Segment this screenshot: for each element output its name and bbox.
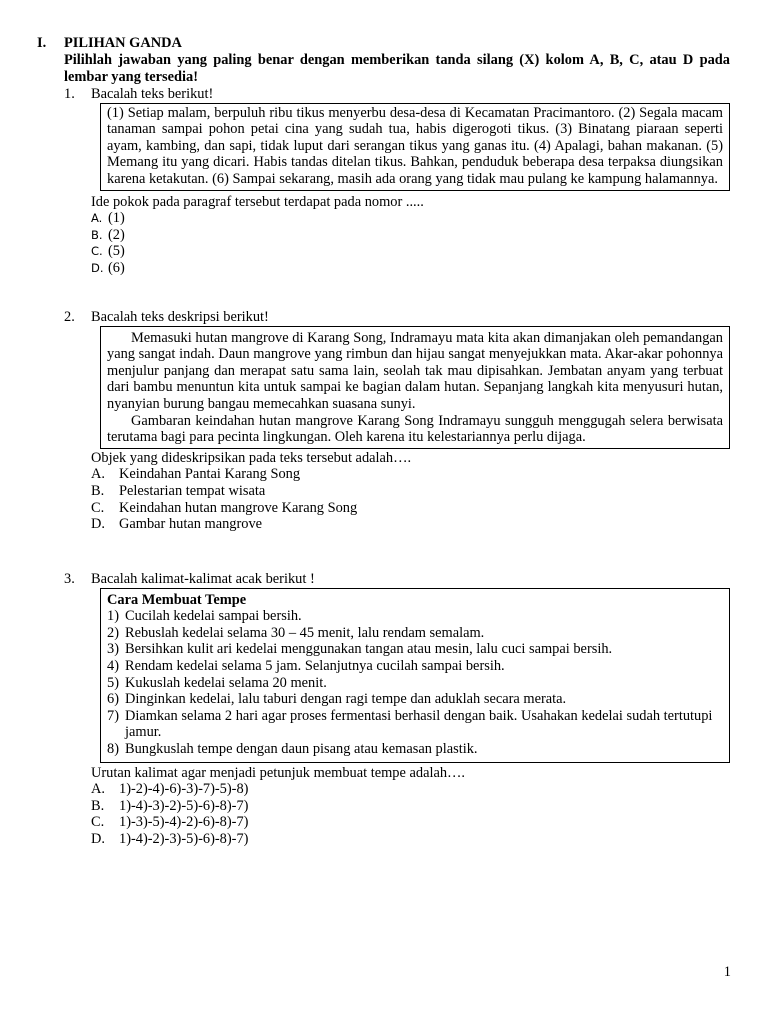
section-number: I. [37, 35, 47, 51]
passage-text: (1) Setiap malam, berpuluh ribu tikus menyerbu desa-desa di Kecamatan Pracimantoro. (2) Segala macam tanaman sampai pohon petai cina yang sudah tua, habis digerogoti tikus. (3) Binatang piaraan seperti ayam, kambing, dan sapi, tidak luput dari serangan tikus yang ganas itu. (4) Apalagi, bahan makanan. (5) Memang itu yang dicari. Habis tandas ditelan tikus. Bahkan, penduduk beberapa desa terpaksa diungsikan karena ketakutan. (6) Sampai sekarang, masih ada orang yang tidak mau pulang ke kampung halamannya. [107, 104, 723, 187]
step-item [107, 625, 723, 642]
step-number: 5) [107, 674, 119, 691]
question-3 [64, 571, 730, 848]
option-text: (6) [108, 259, 125, 276]
option-letter: B. [91, 797, 105, 814]
step-number: 4) [107, 657, 119, 674]
option-b[interactable] [91, 227, 730, 244]
option-text: Pelestarian tempat wisata [119, 482, 266, 499]
question-text: Ide pokok pada paragraf tersebut terdapat pada nomor ..... [91, 193, 424, 210]
option-text: (1) [108, 210, 125, 227]
option-text: 1)-3)-5)-4)-2)-6)-8)-7) [119, 814, 249, 831]
option-d[interactable] [91, 260, 730, 277]
page-number: 1 [723, 964, 731, 980]
question-1 [64, 86, 730, 277]
step-item [107, 608, 723, 625]
question-prompt: Bacalah kalimat-kalimat acak berikut ! [91, 571, 315, 587]
option-text: 1)-2)-4)-6)-3)-7)-5)-8) [119, 781, 249, 798]
option-b[interactable] [91, 483, 730, 500]
option-letter: D. [91, 830, 105, 847]
passage-box [100, 326, 730, 449]
instruction-text: Pilihlah jawaban yang paling benar dengan memberikan tanda silang (X) kolom A, B, C, atau D pada lembar yang tersedia! [64, 52, 730, 85]
section-heading [37, 35, 182, 52]
question-number: 2. [64, 309, 75, 325]
step-number: 2) [107, 624, 119, 641]
option-letter: B. [91, 482, 105, 499]
passage-paragraph: Memasuki hutan mangrove di Karang Song, Indramayu mata kita akan dimanjakan oleh pemandangan yang sangat indah. Daun mangrove yang rimbun dan hijau sangat menyejukkan mata. Akar-akar pohonnya menjulur panjang dan merapat satu sama lain, seolah tak mau dipisahkan. Jembatan anyam yang terbuat dari bambu menuntun kita untuk sampai ke bagian dalam hutan. Sepanjang langkah kita menyusuri hutan, nyanyian burung bangau memecahkan suasana sunyi. [107, 329, 723, 412]
step-number: 7) [107, 707, 119, 724]
steps-title: Cara Membuat Tempe [107, 591, 247, 608]
section-title: PILIHAN GANDA [64, 35, 182, 51]
option-text: 1)-4)-3)-2)-5)-6)-8)-7) [119, 797, 249, 814]
step-item [107, 708, 723, 741]
option-d[interactable] [91, 516, 730, 533]
option-letter: D. [91, 260, 104, 275]
option-b[interactable] [91, 798, 730, 815]
option-text: (2) [108, 226, 125, 243]
step-number: 1) [107, 608, 119, 625]
step-number: 3) [107, 641, 119, 658]
option-a[interactable] [91, 210, 730, 227]
question-2 [64, 309, 730, 533]
step-text: Cucilah kedelai sampai bersih. [125, 608, 302, 625]
step-text: Bersihkan kulit ari kedelai menggunakan tangan atau mesin, lalu cuci sampai bersih. [125, 641, 613, 658]
step-text: Rebuslah kedelai selama 30 – 45 menit, lalu rendam semalam. [125, 624, 485, 641]
question-text: Urutan kalimat agar menjadi petunjuk membuat tempe adalah…. [91, 764, 466, 781]
step-item [107, 741, 723, 758]
step-text: Bungkuslah tempe dengan daun pisang atau kemasan plastik. [125, 740, 478, 757]
option-letter: B. [91, 227, 103, 242]
step-item [107, 641, 723, 658]
option-letter: C. [91, 499, 105, 516]
question-number: 1. [64, 86, 75, 102]
option-text: Keindahan hutan mangrove Karang Song [119, 499, 358, 516]
steps-box [100, 588, 730, 763]
option-letter: A. [91, 781, 105, 798]
step-number: 6) [107, 691, 119, 708]
option-text: Gambar hutan mangrove [119, 516, 263, 533]
passage-paragraph: Gambaran keindahan hutan mangrove Karang Song Indramayu sungguh menggugah selera berwisata terutama bagi para pecinta lingkungan. Oleh karena itu kelestariannya perlu dijaga. [107, 412, 723, 446]
option-letter: A. [91, 211, 103, 226]
step-number: 8) [107, 740, 119, 757]
step-item [107, 675, 723, 692]
step-text: Diamkan selama 2 hari agar proses fermentasi berhasil dengan baik. Usahakan kedelai sudah tertutupi jamur. [125, 707, 713, 741]
step-item [107, 691, 723, 708]
step-text: Dinginkan kedelai, lalu taburi dengan ragi tempe dan aduklah secara merata. [125, 691, 567, 708]
question-number: 3. [64, 571, 75, 587]
option-text: 1)-4)-2)-3)-5)-6)-8)-7) [119, 830, 249, 847]
step-item [107, 658, 723, 675]
option-c[interactable] [91, 814, 730, 831]
option-text: (5) [108, 243, 125, 260]
option-letter: A. [91, 466, 105, 483]
option-c[interactable] [91, 500, 730, 517]
passage-box [100, 103, 730, 191]
option-letter: C. [91, 244, 103, 259]
option-d[interactable] [91, 831, 730, 848]
question-prompt: Bacalah teks deskripsi berikut! [91, 309, 269, 325]
option-letter: D. [91, 516, 105, 533]
option-text: Keindahan Pantai Karang Song [119, 466, 301, 483]
option-a[interactable] [91, 781, 730, 798]
option-c[interactable] [91, 243, 730, 260]
option-letter: C. [91, 814, 105, 831]
step-text: Rendam kedelai selama 5 jam. Selanjutnya cucilah sampai bersih. [125, 657, 505, 674]
question-text: Objek yang dideskripsikan pada teks tersebut adalah…. [91, 449, 412, 466]
step-text: Kukuslah kedelai selama 20 menit. [125, 674, 327, 691]
question-prompt: Bacalah teks berikut! [91, 86, 214, 102]
option-a[interactable] [91, 466, 730, 483]
